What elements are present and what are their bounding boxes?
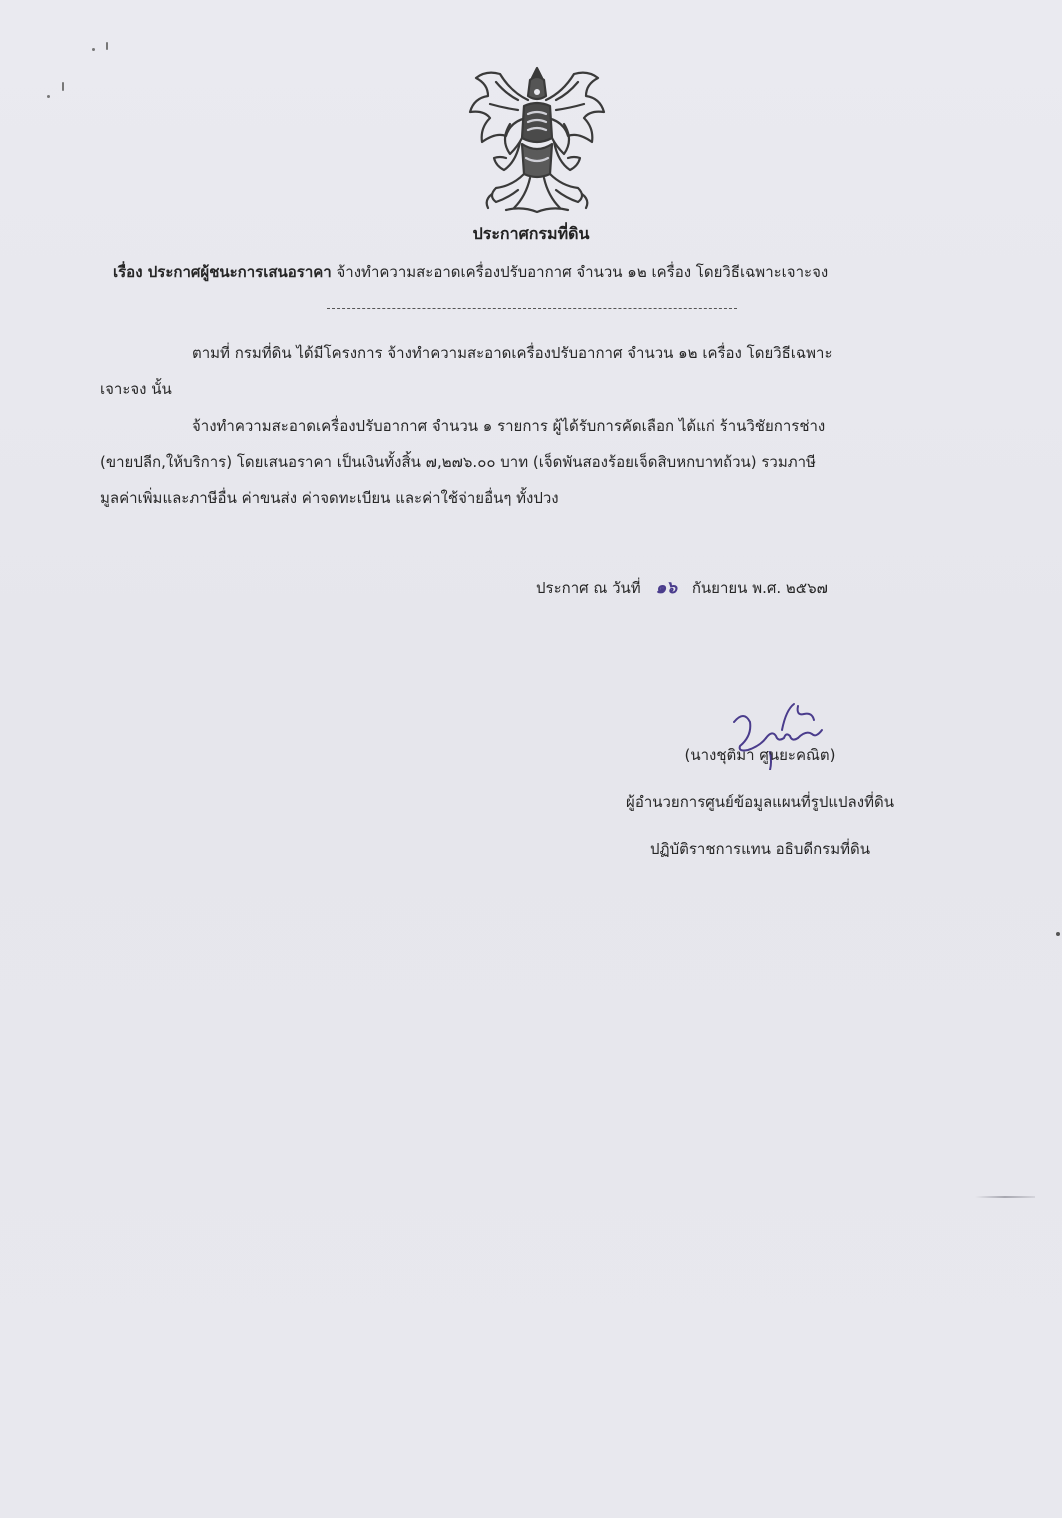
scan-speck <box>106 42 108 50</box>
scan-speck <box>47 95 50 98</box>
paragraph-award <box>100 408 962 516</box>
scan-speck <box>1056 932 1060 936</box>
garuda-emblem-icon <box>466 62 608 218</box>
subject-text: จ้างทำความสะอาดเครื่องปรับอากาศ จำนวน ๑๒ เครื่อง โดยวิธีเฉพาะเจาะจง <box>336 263 829 281</box>
scan-speck <box>62 82 64 91</box>
separator-line <box>327 308 737 309</box>
document-title: ประกาศกรมที่ดิน <box>472 224 590 243</box>
date-suffix: กันยายน พ.ศ. ๒๕๖๗ <box>691 579 828 597</box>
subject-line <box>113 260 973 284</box>
scan-streak <box>975 1196 1035 1198</box>
date-prefix: ประกาศ ณ วันที่ <box>536 579 641 597</box>
paragraph-line: จ้างทำความสะอาดเครื่องปรับอากาศ จำนวน ๑ รายการ ผู้ได้รับการคัดเลือก ได้แก่ ร้านวิชัยการช่าง <box>192 417 826 435</box>
subject-label: เรื่อง ประกาศผู้ชนะการเสนอราคา <box>113 263 332 281</box>
date-day-handwritten: ๑๖ <box>655 578 678 598</box>
paragraph-line: มูลค่าเพิ่มและภาษีอื่น ค่าขนส่ง ค่าจดทะเบียน และค่าใช้จ่ายอื่นๆ ทั้งปวง <box>100 489 559 507</box>
paragraph-line: (ขายปลีก,ให้บริการ) โดยเสนอราคา เป็นเงินทั้งสิ้น ๗,๒๗๖.๐๐ บาท (เจ็ดพันสองร้อยเจ็ดสิบหกบาทถ้วน) รวมภาษี <box>100 453 816 471</box>
signatory-position: ผู้อำนวยการศูนย์ข้อมูลแผนที่รูปแปลงที่ดิน <box>626 793 894 811</box>
paragraph-line: ตามที่ กรมที่ดิน ได้มีโครงการ จ้างทำความสะอาดเครื่องปรับอากาศ จำนวน ๑๒ เครื่อง โดยวิธีเฉพาะ <box>192 344 833 362</box>
signature-block <box>560 732 960 873</box>
paragraph-intro <box>100 335 962 407</box>
paragraph-line: เจาะจง นั้น <box>100 380 172 398</box>
signatory-acting: ปฏิบัติราชการแทน อธิบดีกรมที่ดิน <box>650 840 870 858</box>
signatory-name: (นางชุติมา ศูนยะคณิต) <box>684 746 836 764</box>
announcement-date <box>536 574 828 601</box>
scan-speck <box>92 48 95 51</box>
